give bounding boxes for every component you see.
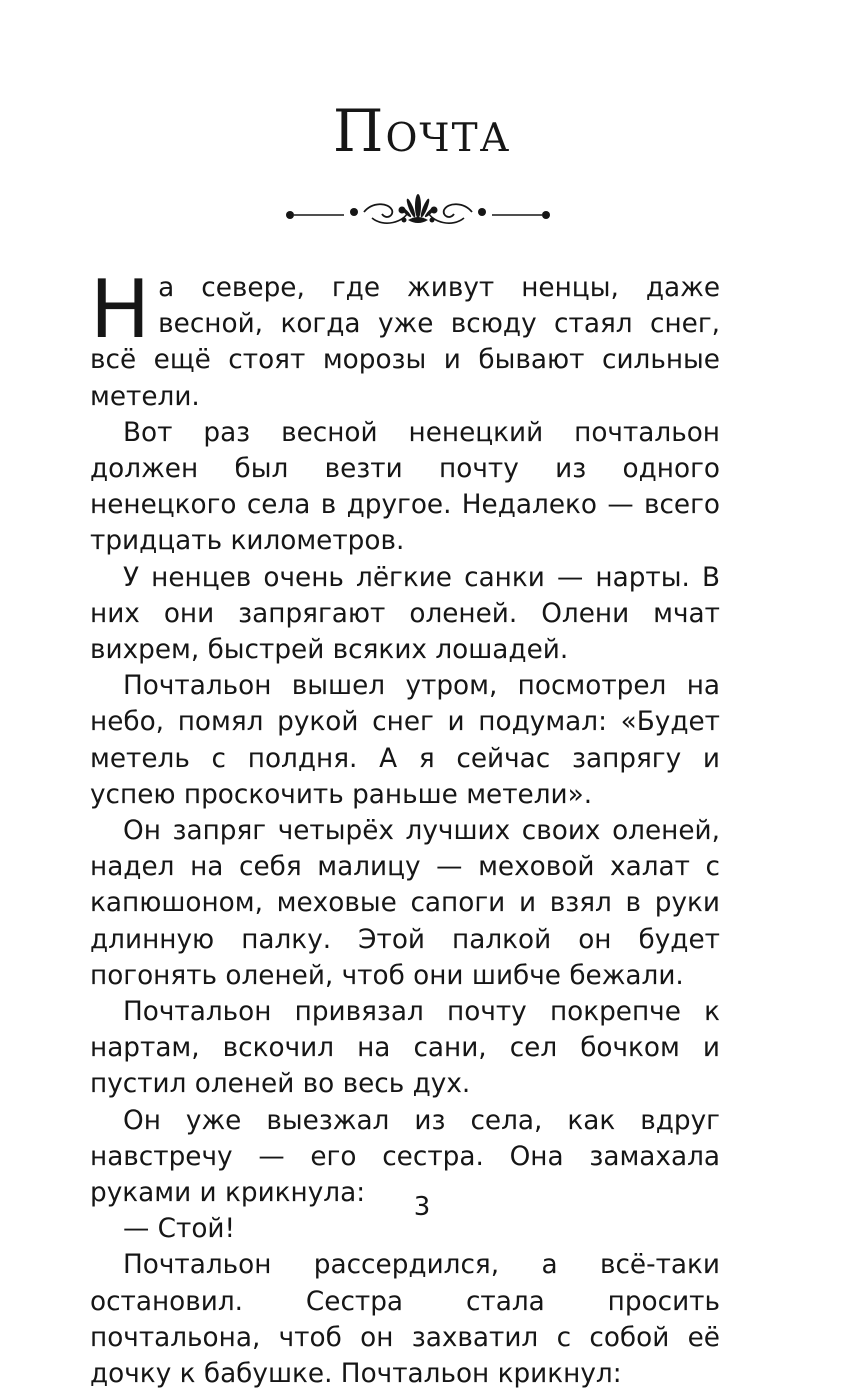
paragraph: Вот раз весной ненецкий почтальон должен был везти почту из одного ненецкого села в другое. Недалеко — всего тридцать километров. [90,417,720,557]
paragraph: — Стой! [123,1214,236,1245]
chapter-title [0,96,844,168]
title-rest: очта [385,100,512,165]
paragraph-text: а севере, где живут ненцы, даже весной, когда уже всюду стаял снег, всё ещё стоят морозы и бывают сильные метели. [90,273,720,412]
paragraph: Он запряг четырёх лучших своих оленей, надел на себя малицу — меховой халат с капюшоном, меховые сапоги и взял в руки длинную палку. Этой палкой он будет погонять оленей, чтоб они шибче бежали. [90,816,720,991]
paragraph: У ненцев очень лёгкие санки — нарты. В них они запрягают оленей. Олени мчат вихрем, быстрей всяких лошадей. [90,562,720,666]
story-text [90,263,720,1392]
page-number: 3 [413,1192,431,1222]
paragraph: Почтальон вышел утром, посмотрел на небо, помял рукой снег и подумал: «Будет метель с полдня. А я сейчас запрягу и успею проскочить раньше метели». [90,671,720,810]
title-first-letter: П [332,97,386,165]
paragraph: Почтальон рассердился, а всё-таки остановил. Сестра стала просить почтальона, чтоб он захватил с собой её дочку к бабушке. Почтальон крикнул: [90,1250,720,1390]
floral-divider-icon [280,176,556,236]
drop-cap: Н [90,263,151,356]
paragraph: Он уже выезжал из села, как вдруг навстречу — его сестра. Она замахала руками и крикнула: [90,1105,720,1209]
paragraph: Почтальон привязал почту покрепче к нартам, вскочил на сани, сел бочком и пустил оленей во весь дух. [90,997,720,1100]
paragraph [90,263,720,415]
